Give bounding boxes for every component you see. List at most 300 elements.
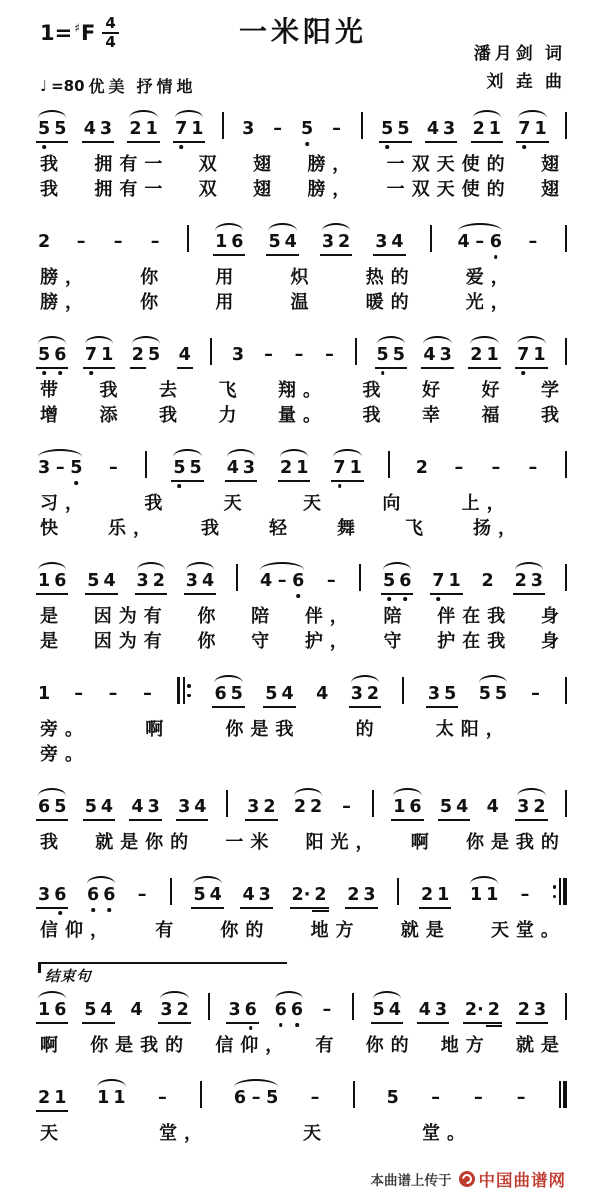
lyric-syllable: 翅 [252, 154, 278, 174]
note-2: 2 [310, 797, 323, 817]
note-cell [470, 876, 498, 905]
note-2: 2 [293, 797, 307, 817]
barline [565, 790, 567, 817]
bar-thin [236, 564, 238, 591]
slur-arc [515, 562, 543, 570]
note-5: 5 [376, 345, 389, 365]
lyrics-line-1 [38, 830, 568, 855]
note-1: 1 [101, 345, 114, 365]
lyric-syllable: 是 [40, 606, 65, 626]
note-2: 2 [347, 885, 360, 905]
barline [430, 225, 432, 252]
note-4: 4 [456, 797, 469, 817]
dot [553, 885, 557, 889]
note-group [421, 885, 449, 905]
note-group [515, 1088, 527, 1108]
music-system [38, 874, 568, 943]
note-group [465, 1000, 500, 1020]
note-group [482, 571, 494, 591]
note-group [38, 458, 82, 478]
note-group [294, 797, 322, 817]
site-logo [459, 1167, 567, 1191]
lyric-syllable: 我 [99, 380, 125, 400]
note-group [393, 797, 421, 817]
note-cell [186, 562, 214, 591]
note-3: 3 [147, 797, 160, 817]
note-cell [419, 1000, 447, 1020]
note-group [387, 1088, 399, 1108]
note-cell [527, 232, 539, 252]
note-4: 4 [423, 345, 436, 365]
note-2: 2 [314, 885, 327, 905]
note-cell [272, 119, 284, 139]
note-6: 6 [103, 885, 116, 905]
note-2: 2 [280, 458, 293, 478]
slur-arc [377, 336, 405, 344]
bar-thin [200, 1081, 202, 1108]
bar-thin [565, 225, 567, 252]
lyrics-line-1 [38, 1033, 568, 1058]
note-cell [131, 797, 159, 817]
slur-arc [518, 110, 546, 118]
note-cell [375, 232, 403, 252]
slur-arc [333, 449, 361, 457]
lyric-syllable: 啊 [145, 719, 171, 739]
bar-thin [430, 225, 432, 252]
notes-row [38, 447, 568, 491]
barline [565, 451, 567, 478]
lyric-syllable: 你是我的 [465, 832, 566, 852]
note-group [347, 885, 375, 905]
bar-thin [372, 790, 374, 817]
slur-arc [173, 449, 201, 457]
dash-note: – [531, 684, 540, 704]
lyric-syllable: 护在我 [437, 631, 513, 651]
lyric-syllable: 带 [40, 380, 65, 400]
note-2: 2· [464, 1000, 484, 1020]
lyric-syllable: 你 [140, 267, 166, 287]
note-group [107, 684, 119, 704]
slur-arc [473, 110, 501, 118]
note-group [179, 345, 191, 365]
dash-note: – [520, 885, 530, 905]
lyric-syllable: 地方 [440, 1035, 491, 1055]
notes-row [38, 786, 568, 830]
note-group [87, 571, 115, 591]
note-3: 3 [530, 571, 543, 591]
lyric-syllable: 我 [159, 405, 184, 425]
note-group [333, 458, 361, 478]
lyrics-line-2 [38, 629, 568, 654]
note-5: 5 [372, 1000, 385, 1020]
note-3: 3 [439, 345, 452, 365]
note-cell [215, 223, 243, 252]
lyric-syllable: 我 [40, 832, 65, 852]
note-3: 3 [375, 232, 388, 252]
note-group [331, 119, 343, 139]
lyric-syllable: 啊 [40, 1035, 65, 1055]
lyric-syllable: 身 [540, 631, 566, 651]
time-signature [102, 16, 118, 50]
lyric-syllable: 向 [382, 493, 408, 513]
dash-note: – [332, 119, 341, 139]
note-group [268, 232, 296, 252]
dash-note: – [475, 232, 485, 252]
notes-row [38, 1077, 568, 1121]
note-group [38, 345, 66, 365]
note-group [373, 1000, 401, 1020]
dash-note: – [251, 1088, 261, 1108]
note-1: 1 [38, 1000, 51, 1020]
note-cell [87, 876, 115, 905]
note-cell [38, 991, 66, 1020]
note-group [423, 345, 451, 365]
lyric-syllable: 因为有 [93, 606, 169, 626]
barline [388, 451, 390, 478]
note-group [215, 232, 243, 252]
note-group [517, 345, 545, 365]
note-2: 2 [38, 232, 51, 252]
note-cell [490, 458, 502, 478]
note-cell [482, 571, 494, 591]
lyrics-line-1 [38, 378, 568, 403]
lyric-syllable: 守 [383, 631, 409, 651]
slur-arc [38, 336, 66, 344]
dash-note: – [113, 232, 123, 252]
note-cell [107, 458, 119, 478]
note-group [479, 684, 507, 704]
note-3: 3 [242, 458, 256, 478]
note-5: 5 [70, 458, 83, 478]
sharp-icon: ♯ [74, 21, 81, 35]
lyric-syllable: 你的 [365, 1035, 416, 1055]
music-system [38, 1077, 568, 1146]
composer: 刘 垚 曲 [486, 72, 566, 91]
note-5: 5 [444, 684, 457, 704]
barline [361, 112, 363, 139]
note-cell [141, 684, 153, 704]
note-7: 7 [432, 571, 445, 591]
note-group [265, 684, 293, 704]
note-group [275, 1000, 303, 1020]
note-cell [228, 1000, 256, 1020]
lyric-syllable: 你是我 [225, 719, 301, 739]
lyric-syllable: 力 [218, 405, 244, 425]
repeat-begin-barline [177, 677, 191, 704]
note-cell [214, 675, 242, 704]
note-cell [393, 788, 421, 817]
note-group [38, 1000, 66, 1020]
bar-thin [226, 790, 228, 817]
lyric-syllable: 轻 [269, 518, 294, 538]
lyric-syllable: 你的 [220, 920, 271, 940]
lyrics-line-2 [38, 290, 568, 315]
note-cell [515, 562, 543, 591]
note-group [141, 684, 153, 704]
note-4: 4 [284, 232, 297, 252]
note-group [432, 571, 460, 591]
bar-thin [565, 112, 567, 139]
note-cell [387, 1088, 399, 1108]
note-group [38, 684, 50, 704]
note-group [293, 345, 305, 365]
slur-arc [214, 675, 242, 683]
lyric-syllable: 是 [40, 631, 65, 651]
lyric-syllable: 扬， [473, 518, 523, 538]
note-cell [325, 571, 337, 591]
bar-thick [563, 1081, 567, 1108]
note-3: 3 [443, 119, 456, 139]
lyric-syllable: 就是 [515, 1035, 566, 1055]
note-cell [519, 885, 531, 905]
note-1: 1 [296, 458, 309, 478]
bar-thin [565, 338, 567, 365]
note-group [73, 684, 85, 704]
note-group [321, 1000, 333, 1020]
note-group [351, 684, 379, 704]
notes-row [38, 221, 568, 265]
note-cell [247, 797, 275, 817]
dash-note: – [108, 684, 118, 704]
music-system [38, 221, 568, 315]
note-2: 2· [291, 885, 311, 905]
final-barline [559, 1081, 567, 1108]
bar-thin [359, 564, 361, 591]
note-2: 2 [470, 345, 483, 365]
note-1: 1 [145, 119, 158, 139]
barline [565, 677, 567, 704]
note-5: 5 [381, 119, 394, 139]
lyric-syllable: 好 [481, 380, 507, 400]
slur-arc [260, 562, 304, 570]
note-cell [428, 684, 456, 704]
note-3: 3 [185, 571, 198, 591]
note-group [136, 885, 148, 905]
note-group [416, 458, 428, 478]
lyric-syllable: 堂。 [422, 1123, 472, 1143]
note-group [38, 797, 66, 817]
notes-row [38, 989, 568, 1033]
note-5: 5 [397, 119, 410, 139]
lyric-syllable: 膀， [40, 292, 90, 312]
note-cell [341, 797, 353, 817]
slur-arc [268, 223, 296, 231]
note-group [85, 797, 113, 817]
note-group [519, 885, 531, 905]
note-cell [38, 336, 66, 365]
barline [397, 878, 399, 905]
notes-row [38, 560, 568, 604]
note-1: 1 [533, 345, 546, 365]
key-prefix: 1= [40, 21, 73, 45]
note-cell [301, 119, 313, 139]
music-system [38, 334, 568, 428]
slur-arc [186, 562, 214, 570]
dash-note: – [454, 458, 464, 478]
lyric-syllable: 天 [223, 493, 249, 513]
bar-thin [208, 993, 210, 1020]
note-5: 5 [173, 458, 186, 478]
lyric-syllable: 因为有 [93, 631, 169, 651]
note-group [309, 1088, 321, 1108]
bar-thin [402, 677, 404, 704]
barline [565, 112, 567, 139]
note-5: 5 [383, 571, 396, 591]
note-cell [331, 119, 343, 139]
slur-arc [38, 991, 66, 999]
lyric-syllable: 幸 [422, 405, 447, 425]
note-7: 7 [333, 458, 346, 478]
note-3: 3 [136, 571, 149, 591]
note-group [490, 458, 502, 478]
note-3: 3 [350, 684, 363, 704]
note-group [227, 458, 255, 478]
note-cell [293, 345, 305, 365]
note-cell [179, 345, 191, 365]
lyric-syllable: 爱， [465, 267, 516, 287]
dash-note: – [74, 684, 83, 704]
note-cell [473, 110, 501, 139]
note-cell [130, 1000, 142, 1020]
note-5: 5 [268, 232, 281, 252]
site-logo-icon [459, 1171, 475, 1187]
note-group [473, 119, 501, 139]
note-3: 3 [427, 684, 441, 704]
lyric-syllable: 福 [481, 405, 507, 425]
notes-row [38, 673, 568, 717]
quarter-note-icon: ♩ [40, 76, 48, 95]
music-system [38, 962, 568, 1058]
note-cell [479, 675, 507, 704]
note-cell [383, 562, 411, 591]
lyric-syllable: 我 [144, 493, 170, 513]
note-6: 6 [38, 797, 51, 817]
note-4: 4 [226, 458, 239, 478]
note-4: 4 [486, 797, 499, 817]
slur-arc [322, 223, 350, 231]
slur-arc [517, 336, 545, 344]
bar-thin [353, 1081, 355, 1108]
note-cell [75, 232, 87, 252]
dash-note: – [342, 797, 351, 817]
lyrics-line-1 [38, 152, 568, 177]
lyrics-line-2 [38, 403, 568, 428]
lyrics-line-2 [38, 177, 568, 202]
note-4: 4 [242, 885, 255, 905]
note-cell [178, 797, 206, 817]
note-4: 4 [316, 684, 329, 704]
note-3: 3 [242, 119, 255, 139]
note-cell [85, 336, 113, 365]
note-group [107, 458, 119, 478]
note-cell [458, 223, 502, 252]
note-1: 1 [113, 1088, 126, 1108]
note-cell [107, 684, 119, 704]
note-cell [112, 232, 124, 252]
dash-note: – [491, 458, 501, 478]
note-3: 3 [228, 1000, 241, 1020]
note-6: 6 [54, 1000, 67, 1020]
barline [353, 1081, 355, 1108]
dash-note: – [294, 345, 304, 365]
lyric-syllable: 阳光， [305, 832, 381, 852]
note-4: 4 [178, 345, 191, 365]
note-cell [38, 232, 50, 252]
note-4: 4 [201, 571, 215, 591]
lyric-syllable: 信仰， [40, 920, 115, 940]
barline [145, 451, 147, 478]
barline [565, 225, 567, 252]
note-cell [85, 797, 113, 817]
slur-arc [351, 675, 379, 683]
bar-thin [559, 1081, 561, 1108]
note-2: 2 [514, 571, 527, 591]
note-group [263, 345, 275, 365]
note-6: 6 [399, 571, 412, 591]
note-group [131, 797, 159, 817]
note-group [130, 1000, 142, 1020]
barline [236, 564, 238, 591]
dash-note: – [76, 232, 86, 252]
music-system [38, 108, 568, 202]
note-4: 4 [100, 1000, 113, 1020]
lyric-syllable: 上， [461, 493, 512, 513]
note-cell [136, 885, 148, 905]
note-5: 5 [266, 1088, 279, 1108]
slur-arc [275, 991, 303, 999]
note-6: 6 [233, 1088, 247, 1108]
bar-thin [565, 993, 567, 1020]
slur-arc [38, 449, 82, 457]
note-3: 3 [434, 1000, 448, 1020]
bar-thin [183, 677, 185, 704]
note-group [149, 232, 161, 252]
note-4: 4 [388, 1000, 401, 1020]
note-5: 5 [54, 797, 67, 817]
slur-arc [294, 788, 322, 796]
note-group [38, 1088, 66, 1108]
note-cell [470, 336, 498, 365]
repeat-end-barline [553, 878, 567, 905]
slur-arc [227, 449, 255, 457]
note-cell [321, 1000, 333, 1020]
note-group [178, 797, 206, 817]
dash-note: – [431, 1088, 440, 1108]
barline [208, 993, 210, 1020]
note-group [341, 797, 353, 817]
note-cell [427, 119, 455, 139]
lyric-syllable: 拥有一 [94, 154, 170, 174]
note-cell [294, 788, 322, 817]
lyric-syllable: 炽 [290, 267, 316, 287]
note-cell [517, 788, 545, 817]
note-cell [351, 675, 379, 704]
note-group [383, 571, 411, 591]
lyric-syllable: 天 [40, 1123, 65, 1143]
note-5: 5 [38, 345, 51, 365]
note-cell [137, 562, 165, 591]
slur-arc [87, 876, 115, 884]
note-cell [149, 232, 161, 252]
barline [352, 993, 354, 1020]
lyric-syllable: 翔。 [278, 380, 328, 400]
lyric-syllable: 啊 [410, 832, 436, 852]
note-group [87, 885, 115, 905]
note-cell [129, 110, 157, 139]
note-cell [333, 449, 361, 478]
note-4: 4 [418, 1000, 431, 1020]
note-group [470, 345, 498, 365]
